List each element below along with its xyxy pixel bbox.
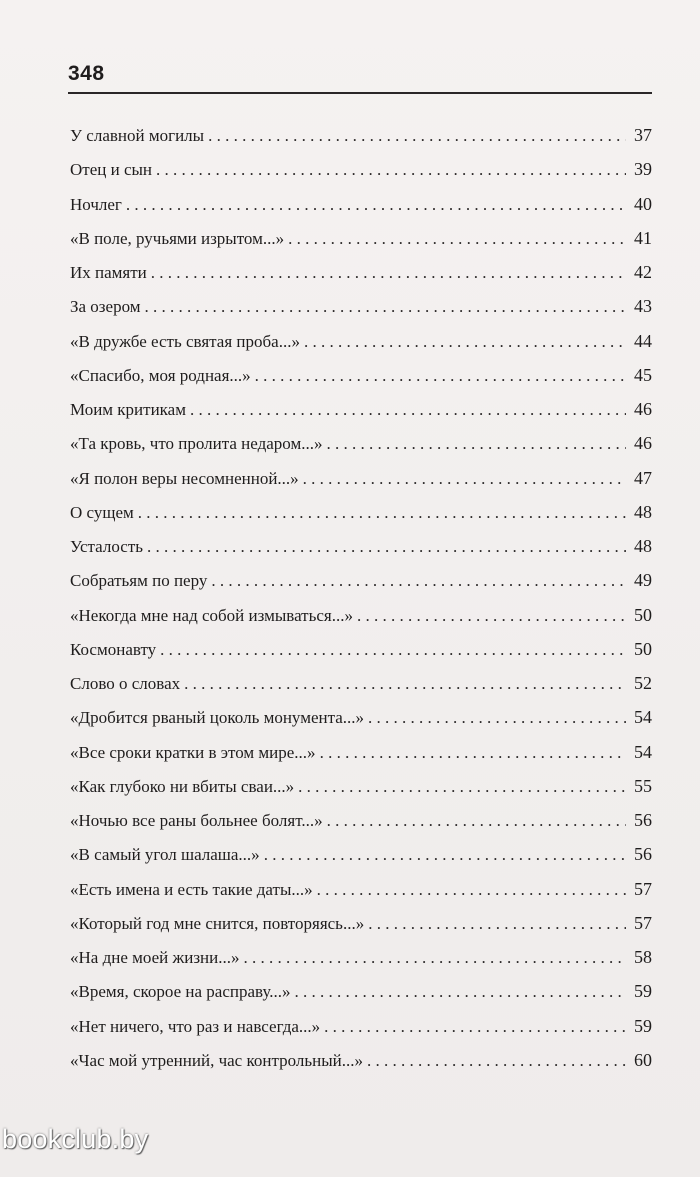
toc-entry xyxy=(70,837,654,871)
toc-entry xyxy=(70,221,654,255)
toc-entry-page: 54 xyxy=(634,741,652,762)
dot-leader xyxy=(320,736,626,770)
dot-leader xyxy=(145,290,626,324)
toc-entry-page: 46 xyxy=(634,433,652,454)
toc-entry-title: «В дружбе есть святая проба...» xyxy=(70,331,300,351)
dot-leader xyxy=(327,804,626,838)
toc-entry-page: 54 xyxy=(634,707,652,728)
dot-leader xyxy=(288,222,626,256)
toc-entry-title: «Как глубоко ни вбиты сваи...» xyxy=(70,776,295,796)
toc-entry-title: За озером xyxy=(70,297,141,317)
dot-leader xyxy=(255,359,626,393)
toc-entry xyxy=(70,803,654,837)
toc-entry-page: 46 xyxy=(634,399,652,419)
toc-entry-title: О сущем xyxy=(70,502,134,522)
page-number: 348 xyxy=(68,62,105,85)
toc-entry-page: 42 xyxy=(634,262,652,282)
toc-entry-page: 55 xyxy=(634,775,652,796)
toc-entry xyxy=(70,152,654,186)
dot-leader xyxy=(264,838,626,872)
dot-leader xyxy=(304,325,626,359)
toc-entry xyxy=(70,1009,654,1043)
toc-entry-title: Собратьям по перу xyxy=(70,571,208,591)
toc-entry-title: «Та кровь, что пролита недаром...» xyxy=(70,434,323,454)
toc-entry-page: 41 xyxy=(634,227,652,248)
toc-entry xyxy=(70,324,654,358)
dot-leader xyxy=(295,975,626,1009)
toc-entry-title: Моим критикам xyxy=(70,400,186,419)
header-rule xyxy=(68,92,652,94)
toc-entry xyxy=(70,769,654,803)
toc-entry-page: 59 xyxy=(634,981,652,1002)
dot-leader xyxy=(368,701,626,735)
toc-entry-title: Слово о словах xyxy=(70,674,181,693)
toc-entry-title: Усталость xyxy=(70,537,144,556)
toc-entry-title: У славной могилы xyxy=(70,126,205,145)
dot-leader xyxy=(160,633,626,667)
toc-entry-page: 48 xyxy=(634,501,652,522)
toc-entry xyxy=(70,940,654,974)
toc-entry xyxy=(70,426,654,460)
toc-entry xyxy=(70,118,654,152)
toc-entry-page: 56 xyxy=(634,844,652,865)
toc-entry-title: «Дробится рваный цоколь монумента...» xyxy=(70,708,365,728)
toc-entry-page: 40 xyxy=(634,193,652,214)
toc-entry xyxy=(70,735,654,769)
toc-entry-page: 45 xyxy=(634,364,652,385)
watermark: bookclub.by xyxy=(2,1124,149,1154)
toc-entry-title: «Я полон веры несомненной...» xyxy=(70,468,299,488)
toc-entry-title: «Час мой утренний, час контрольный...» xyxy=(70,1050,363,1070)
dot-leader xyxy=(147,530,626,564)
toc-entry-page: 37 xyxy=(634,125,652,145)
dot-leader xyxy=(151,256,626,290)
toc-entry-page: 59 xyxy=(634,1015,652,1036)
dot-leader xyxy=(184,667,626,701)
dot-leader xyxy=(368,907,626,941)
toc-entry-page: 56 xyxy=(634,810,652,830)
toc-entry xyxy=(70,392,654,426)
dot-leader xyxy=(324,1010,626,1044)
toc-entry xyxy=(70,1043,654,1077)
toc-entry-page: 47 xyxy=(634,467,652,488)
toc-entry-title: «В поле, ручьями изрытом...» xyxy=(70,228,285,248)
dot-leader xyxy=(243,941,626,975)
dot-leader xyxy=(317,873,626,907)
toc-entry-page: 44 xyxy=(634,330,652,351)
toc-entry-title: «Спасибо, моя родная...» xyxy=(70,365,251,385)
dot-leader xyxy=(211,564,626,598)
toc-entry xyxy=(70,598,654,632)
toc-entry xyxy=(70,495,654,529)
dot-leader xyxy=(208,119,626,153)
toc-entry xyxy=(70,358,654,392)
toc-entry xyxy=(70,632,654,666)
toc-entry xyxy=(70,289,654,323)
toc-entry-page: 57 xyxy=(634,912,652,933)
toc-entry-title: «Есть имена и есть такие даты...» xyxy=(70,879,313,899)
toc-entry-page: 49 xyxy=(634,570,652,591)
toc-entry xyxy=(70,700,654,734)
dot-leader xyxy=(138,496,626,530)
dot-leader xyxy=(126,188,626,222)
toc-entry xyxy=(70,187,654,221)
dot-leader xyxy=(190,393,626,427)
toc-entry-title: «В самый угол шалаша...» xyxy=(70,845,260,865)
dot-leader xyxy=(303,462,626,496)
toc-entry-page: 39 xyxy=(634,159,652,180)
toc-entry-title: «Который год мне снится, повторяясь...» xyxy=(70,913,365,933)
dot-leader xyxy=(357,599,626,633)
toc-entry xyxy=(70,563,654,597)
toc-entry-title: «Все сроки кратки в этом мире...» xyxy=(70,742,316,762)
toc-entry-page: 48 xyxy=(634,536,652,556)
toc-entry-title: «Нет ничего, что раз и навсегда...» xyxy=(70,1016,321,1036)
toc-entry-page: 50 xyxy=(634,604,652,625)
toc-entry xyxy=(70,666,654,700)
table-of-contents xyxy=(70,118,654,1077)
toc-entry-title: «На дне моей жизни...» xyxy=(70,948,240,967)
toc-entry xyxy=(70,461,654,495)
toc-entry-title: Их памяти xyxy=(70,263,147,282)
toc-entry xyxy=(70,872,654,906)
dot-leader xyxy=(156,153,626,187)
toc-entry-title: «Время, скорое на расправу...» xyxy=(70,982,291,1002)
toc-entry-title: «Ночью все раны больнее болят...» xyxy=(70,811,323,830)
toc-entry-page: 43 xyxy=(634,296,652,317)
dot-leader xyxy=(367,1044,626,1078)
toc-entry-title: Космонавту xyxy=(70,639,157,659)
dot-leader xyxy=(298,770,626,804)
toc-entry-page: 50 xyxy=(634,638,652,659)
toc-entry-page: 52 xyxy=(634,673,652,693)
toc-entry-page: 60 xyxy=(634,1049,652,1070)
toc-entry xyxy=(70,974,654,1008)
toc-entry-page: 58 xyxy=(634,947,652,967)
toc-entry xyxy=(70,529,654,563)
toc-entry-title: «Некогда мне над собой измываться...» xyxy=(70,605,353,625)
page-header xyxy=(68,60,652,92)
toc-entry-page: 57 xyxy=(634,878,652,899)
dot-leader xyxy=(327,427,627,461)
toc-entry-title: Отец и сын xyxy=(70,160,153,180)
toc-entry xyxy=(70,255,654,289)
toc-entry-title: Ночлег xyxy=(70,194,122,214)
toc-entry xyxy=(70,906,654,940)
